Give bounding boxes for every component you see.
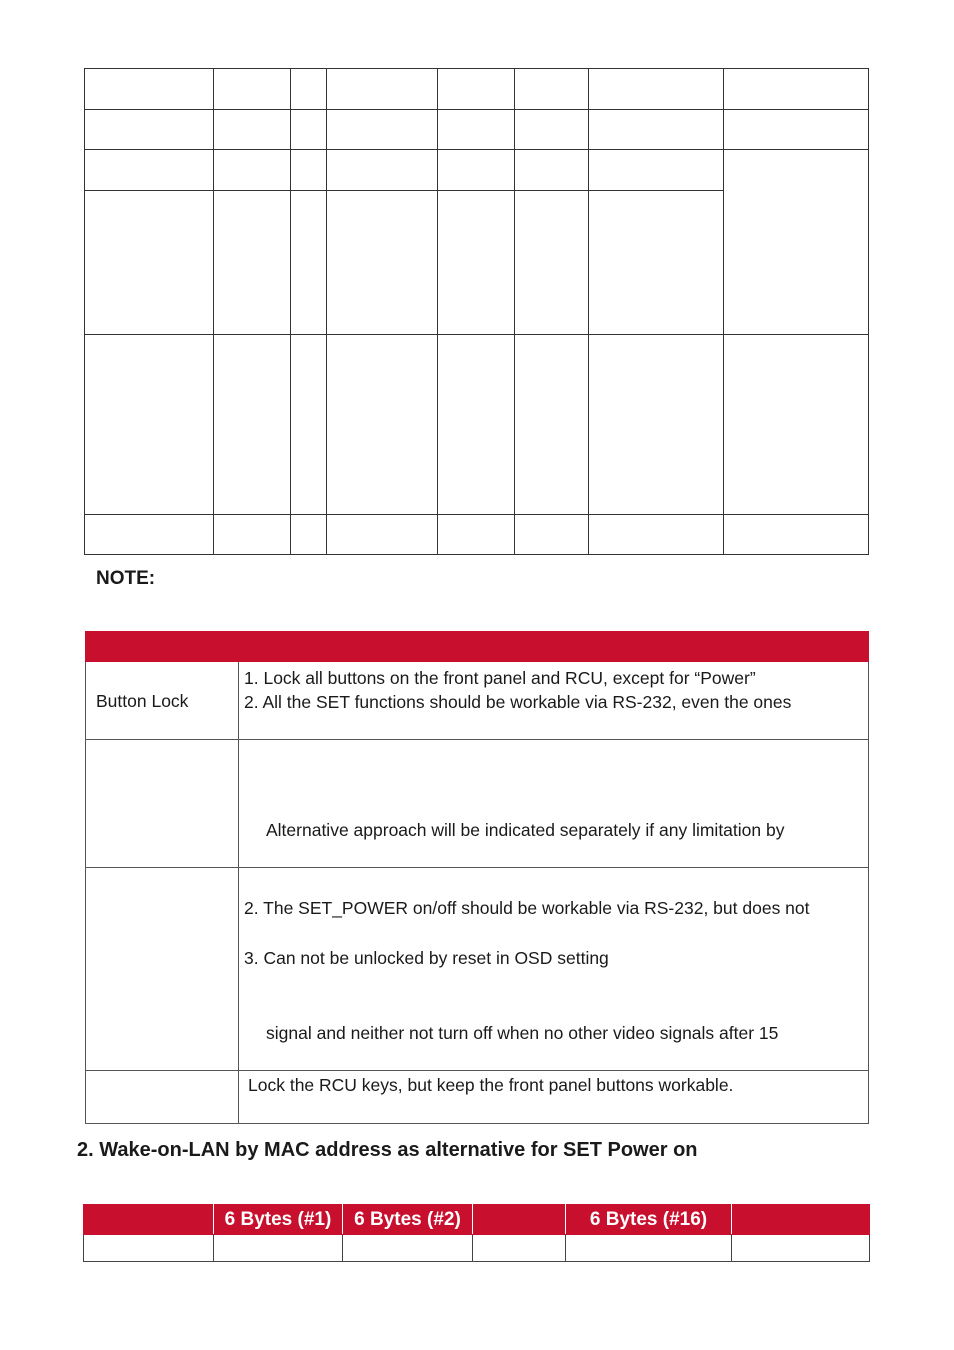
wol-cell [214, 1235, 343, 1262]
wol-cell [732, 1235, 870, 1262]
grid-cell [291, 515, 327, 555]
wol-cell [343, 1235, 473, 1262]
spec-grid-table [84, 68, 869, 555]
description-line: Alternative approach will be indicated separately if any limitation by [266, 820, 785, 840]
grid-cell [327, 335, 438, 515]
description-line: signal and neither not turn off when no other video signals after 15 [266, 1023, 779, 1043]
grid-cell [85, 110, 214, 150]
wol-header-cell [732, 1205, 870, 1235]
grid-cell [291, 69, 327, 110]
grid-row [85, 69, 869, 110]
lock-table-header-cell [86, 632, 239, 662]
grid-cell [724, 515, 869, 555]
grid-cell [515, 69, 589, 110]
grid-cell [214, 191, 291, 335]
grid-cell [515, 515, 589, 555]
table-row [84, 1235, 870, 1262]
lock-description [239, 1071, 869, 1124]
lock-description [239, 662, 869, 740]
grid-row [85, 110, 869, 150]
grid-cell [515, 191, 589, 335]
lock-type-name [86, 868, 239, 1071]
wol-cell [473, 1235, 566, 1262]
grid-cell [291, 191, 327, 335]
grid-cell [438, 191, 515, 335]
table-row [86, 662, 869, 740]
grid-cell [327, 515, 438, 555]
description-line: 2. The SET_POWER on/off should be workable via RS-232, but does not [244, 898, 810, 918]
table-row [86, 740, 869, 868]
grid-cell [515, 110, 589, 150]
grid-cell [327, 110, 438, 150]
grid-row [85, 335, 869, 515]
grid-cell [438, 150, 515, 191]
grid-cell [291, 150, 327, 191]
wol-cell [566, 1235, 732, 1262]
grid-cell [724, 335, 869, 515]
grid-cell [589, 69, 724, 110]
grid-cell [214, 515, 291, 555]
grid-cell [438, 335, 515, 515]
lock-description [239, 740, 869, 868]
lock-type-name: Button Lock [86, 662, 239, 740]
wol-header-cell: 6 Bytes (#1) [214, 1205, 343, 1235]
grid-cell [214, 69, 291, 110]
description-line: 1. Lock all buttons on the front panel and RCU, except for “Power” [244, 668, 756, 688]
grid-cell-merged [724, 150, 869, 335]
grid-cell [438, 515, 515, 555]
lock-table-header-row [86, 632, 869, 662]
table-row [86, 868, 869, 1071]
grid-cell [589, 191, 724, 335]
grid-cell [515, 335, 589, 515]
note-label: NOTE: [96, 568, 156, 589]
grid-cell [724, 110, 869, 150]
wol-header-cell: 6 Bytes (#16) [566, 1205, 732, 1235]
lock-table-header-cell [239, 632, 869, 662]
grid-row [85, 515, 869, 555]
wol-header-cell [473, 1205, 566, 1235]
wol-header-cell [84, 1205, 214, 1235]
grid-cell [589, 110, 724, 150]
description-line: 2. All the SET functions should be workable via RS-232, even the ones [244, 692, 792, 712]
grid-cell [589, 335, 724, 515]
grid-cell [85, 515, 214, 555]
grid-cell [85, 335, 214, 515]
lock-type-name [86, 1071, 239, 1124]
grid-cell [589, 515, 724, 555]
section-title: 2. Wake-on-LAN by MAC address as alternative for SET Power on [77, 1139, 698, 1161]
grid-cell [85, 191, 214, 335]
lock-type-name [86, 740, 239, 868]
wol-cell [84, 1235, 214, 1262]
description-line: Lock the RCU keys, but keep the front panel buttons workable. [248, 1075, 734, 1095]
grid-cell [589, 150, 724, 191]
grid-cell [327, 69, 438, 110]
table-row [86, 1071, 869, 1124]
grid-cell [724, 69, 869, 110]
grid-cell [438, 110, 515, 150]
grid-cell [214, 150, 291, 191]
lock-behavior-table [85, 631, 869, 1124]
grid-cell [291, 110, 327, 150]
grid-cell [327, 191, 438, 335]
description-line: 3. Can not be unlocked by reset in OSD setting [244, 948, 609, 968]
grid-cell [327, 150, 438, 191]
grid-cell [85, 69, 214, 110]
grid-cell [438, 69, 515, 110]
grid-cell [85, 150, 214, 191]
grid-cell [515, 150, 589, 191]
grid-cell [291, 335, 327, 515]
wol-header-cell: 6 Bytes (#2) [343, 1205, 473, 1235]
wol-packet-table [83, 1204, 870, 1262]
lock-description [239, 868, 869, 1071]
grid-cell [214, 110, 291, 150]
wol-header-row [84, 1205, 870, 1235]
grid-row [85, 150, 869, 191]
grid-cell [214, 335, 291, 515]
